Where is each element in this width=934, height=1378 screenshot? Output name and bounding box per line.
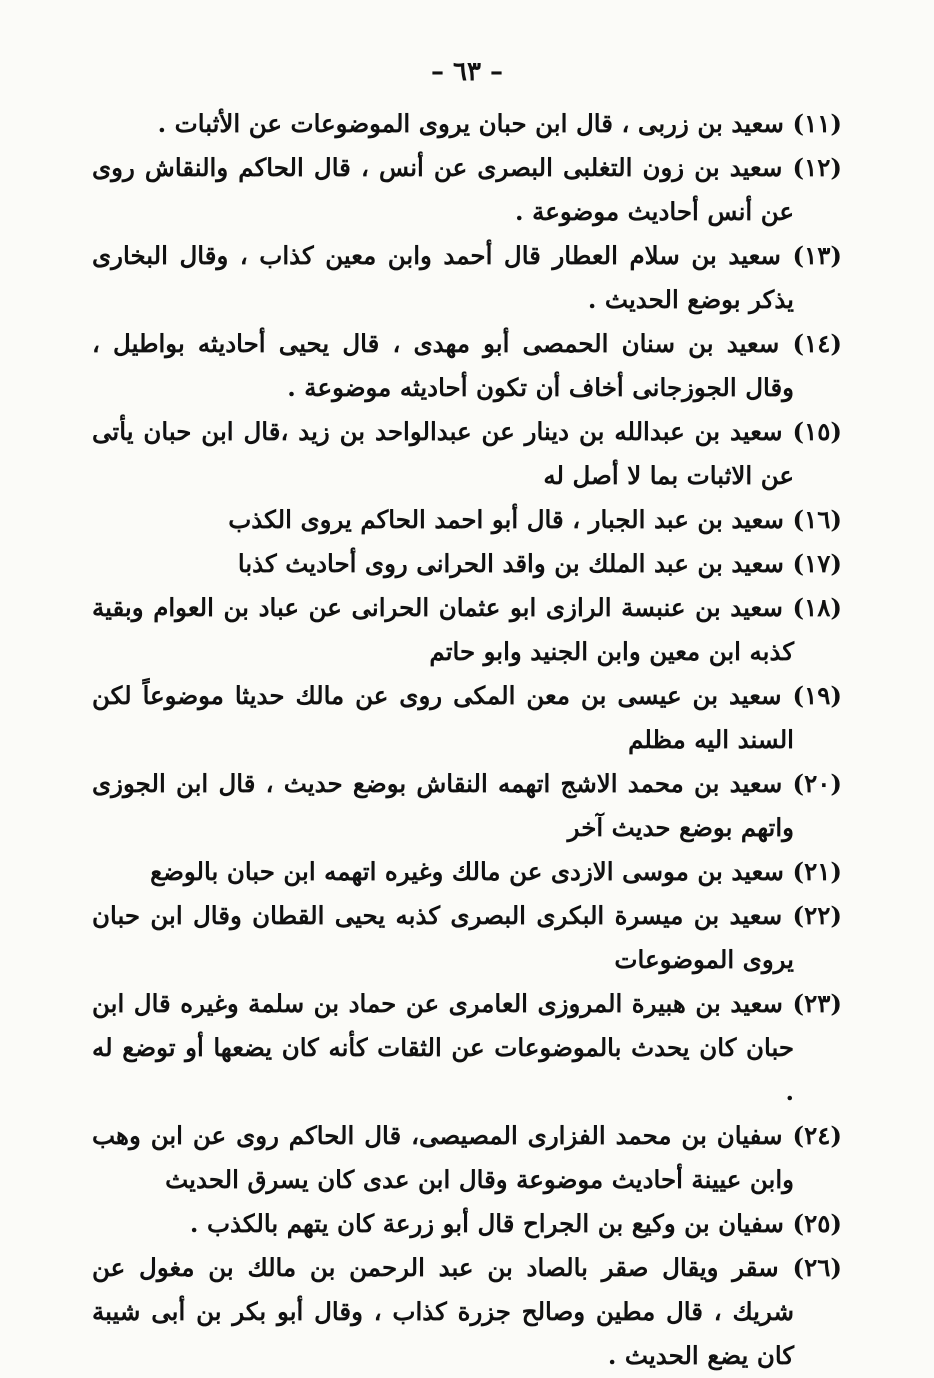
entry-text: سعيد بن زربى ، قال ابن حبان يروى الموضوعات عن الأثبات .: [157, 109, 784, 138]
list-item: [92, 1114, 842, 1202]
entry-text: سعيد بن عبد الملك بن واقد الحرانى روى أحاديث كذبا: [237, 549, 784, 578]
list-item: [92, 586, 842, 674]
list-item: [92, 1246, 842, 1378]
list-item: [92, 894, 842, 982]
entry-text: سعيد بن عبدالله بن دينار عن عبدالواحد بن زيد ،قال ابن حبان يأتى عن الاثبات بما لا أصل له: [92, 417, 794, 490]
page-number: – ٦٣ –: [430, 57, 504, 87]
list-item: [92, 234, 842, 322]
entry-number: (١١): [792, 109, 842, 138]
entries-list: [92, 102, 842, 1378]
entry-number: (١٩): [792, 681, 842, 710]
entry-number: (١٢): [792, 153, 842, 182]
list-item: [92, 1202, 842, 1246]
list-item: [92, 498, 842, 542]
list-item: [92, 982, 842, 1114]
entry-number: (١٣): [792, 241, 842, 270]
list-item: [92, 762, 842, 850]
entry-text: سعيد بن زون التغلبى البصرى عن أنس ، قال الحاكم والنقاش روى عن أنس أحاديث موضوعة .: [92, 153, 794, 226]
entry-number: (٢١): [792, 857, 842, 886]
entry-number: (٢٦): [792, 1253, 843, 1282]
list-item: [92, 102, 842, 146]
entry-text: سفيان بن وكيع بن الجراح قال أبو زرعة كان يتهم بالكذب .: [189, 1209, 784, 1238]
entry-number: (٢٠): [792, 769, 842, 798]
entry-text: سعيد بن محمد الاشج اتهمه النقاش بوضع حديث ، قال ابن الجوزى واتهم بوضع حديث آخر: [92, 769, 794, 842]
entry-text: سعيد بن عنبسة الرازى ابو عثمان الحرانى عن عباد بن العوام وبقية كذبه ابن معين وابن الجنيد وابو حاتم: [92, 593, 794, 666]
entry-text: سعيد بن سنان الحمصى أبو مهدى ، قال يحيى أحاديثه بواطيل ، وقال الجوزجانى أخاف أن تكون أحاديثه موضوعة .: [92, 329, 794, 402]
list-item: [92, 322, 842, 410]
list-item: [92, 542, 842, 586]
entry-text: سقر ويقال صقر بالصاد بن عبد الرحمن بن مالك بن مغول عن شريك ، قال مطين وصالح جزرة كذاب ، وقال أبو بكر بن أبى شيبة كان يضع الحديث .: [92, 1253, 794, 1370]
entry-text: سعيد بن هبيرة المروزى العامرى عن حماد بن سلمة وغيره قال ابن حبان كان يحدث بالموضوعات عن الثقات كأنه كان يضعها أو توضع له .: [92, 989, 794, 1106]
entry-text: سعيد بن عيسى بن معن المكى روى عن مالك حديثا موضوعاً لكن السند اليه مظلم: [92, 681, 794, 754]
entry-number: (١٤): [792, 329, 843, 358]
entry-number: (١٨): [792, 593, 842, 622]
entry-text: سفيان بن محمد الفزارى المصيصى، قال الحاكم روى عن ابن وهب وابن عيينة أحاديث موضوعة وقال ابن عدى كان يسرق الحديث: [92, 1121, 794, 1194]
entry-number: (٢٢): [792, 901, 843, 930]
list-item: [92, 674, 842, 762]
entry-text: سعيد بن موسى الازدى عن مالك وغيره اتهمه ابن حبان بالوضع: [150, 857, 784, 886]
entry-number: (٢٥): [792, 1209, 842, 1238]
list-item: [92, 850, 842, 894]
entry-text: سعيد بن سلام العطار قال أحمد وابن معين كذاب ، وقال البخارى يذكر بوضع الحديث .: [92, 241, 794, 314]
list-item: [92, 410, 842, 498]
entry-text: سعيد بن عبد الجبار ، قال أبو احمد الحاكم يروى الكذب: [228, 505, 784, 534]
entry-number: (١٧): [792, 549, 842, 578]
entry-number: (٢٤): [792, 1121, 842, 1150]
entry-number: (٢٣): [792, 989, 842, 1018]
entry-number: (١٥): [792, 417, 843, 446]
entry-text: سعيد بن ميسرة البكرى البصرى كذبه يحيى القطان وقال ابن حبان يروى الموضوعات: [92, 901, 794, 974]
list-item: [92, 146, 842, 234]
entry-number: (١٦): [792, 505, 842, 534]
